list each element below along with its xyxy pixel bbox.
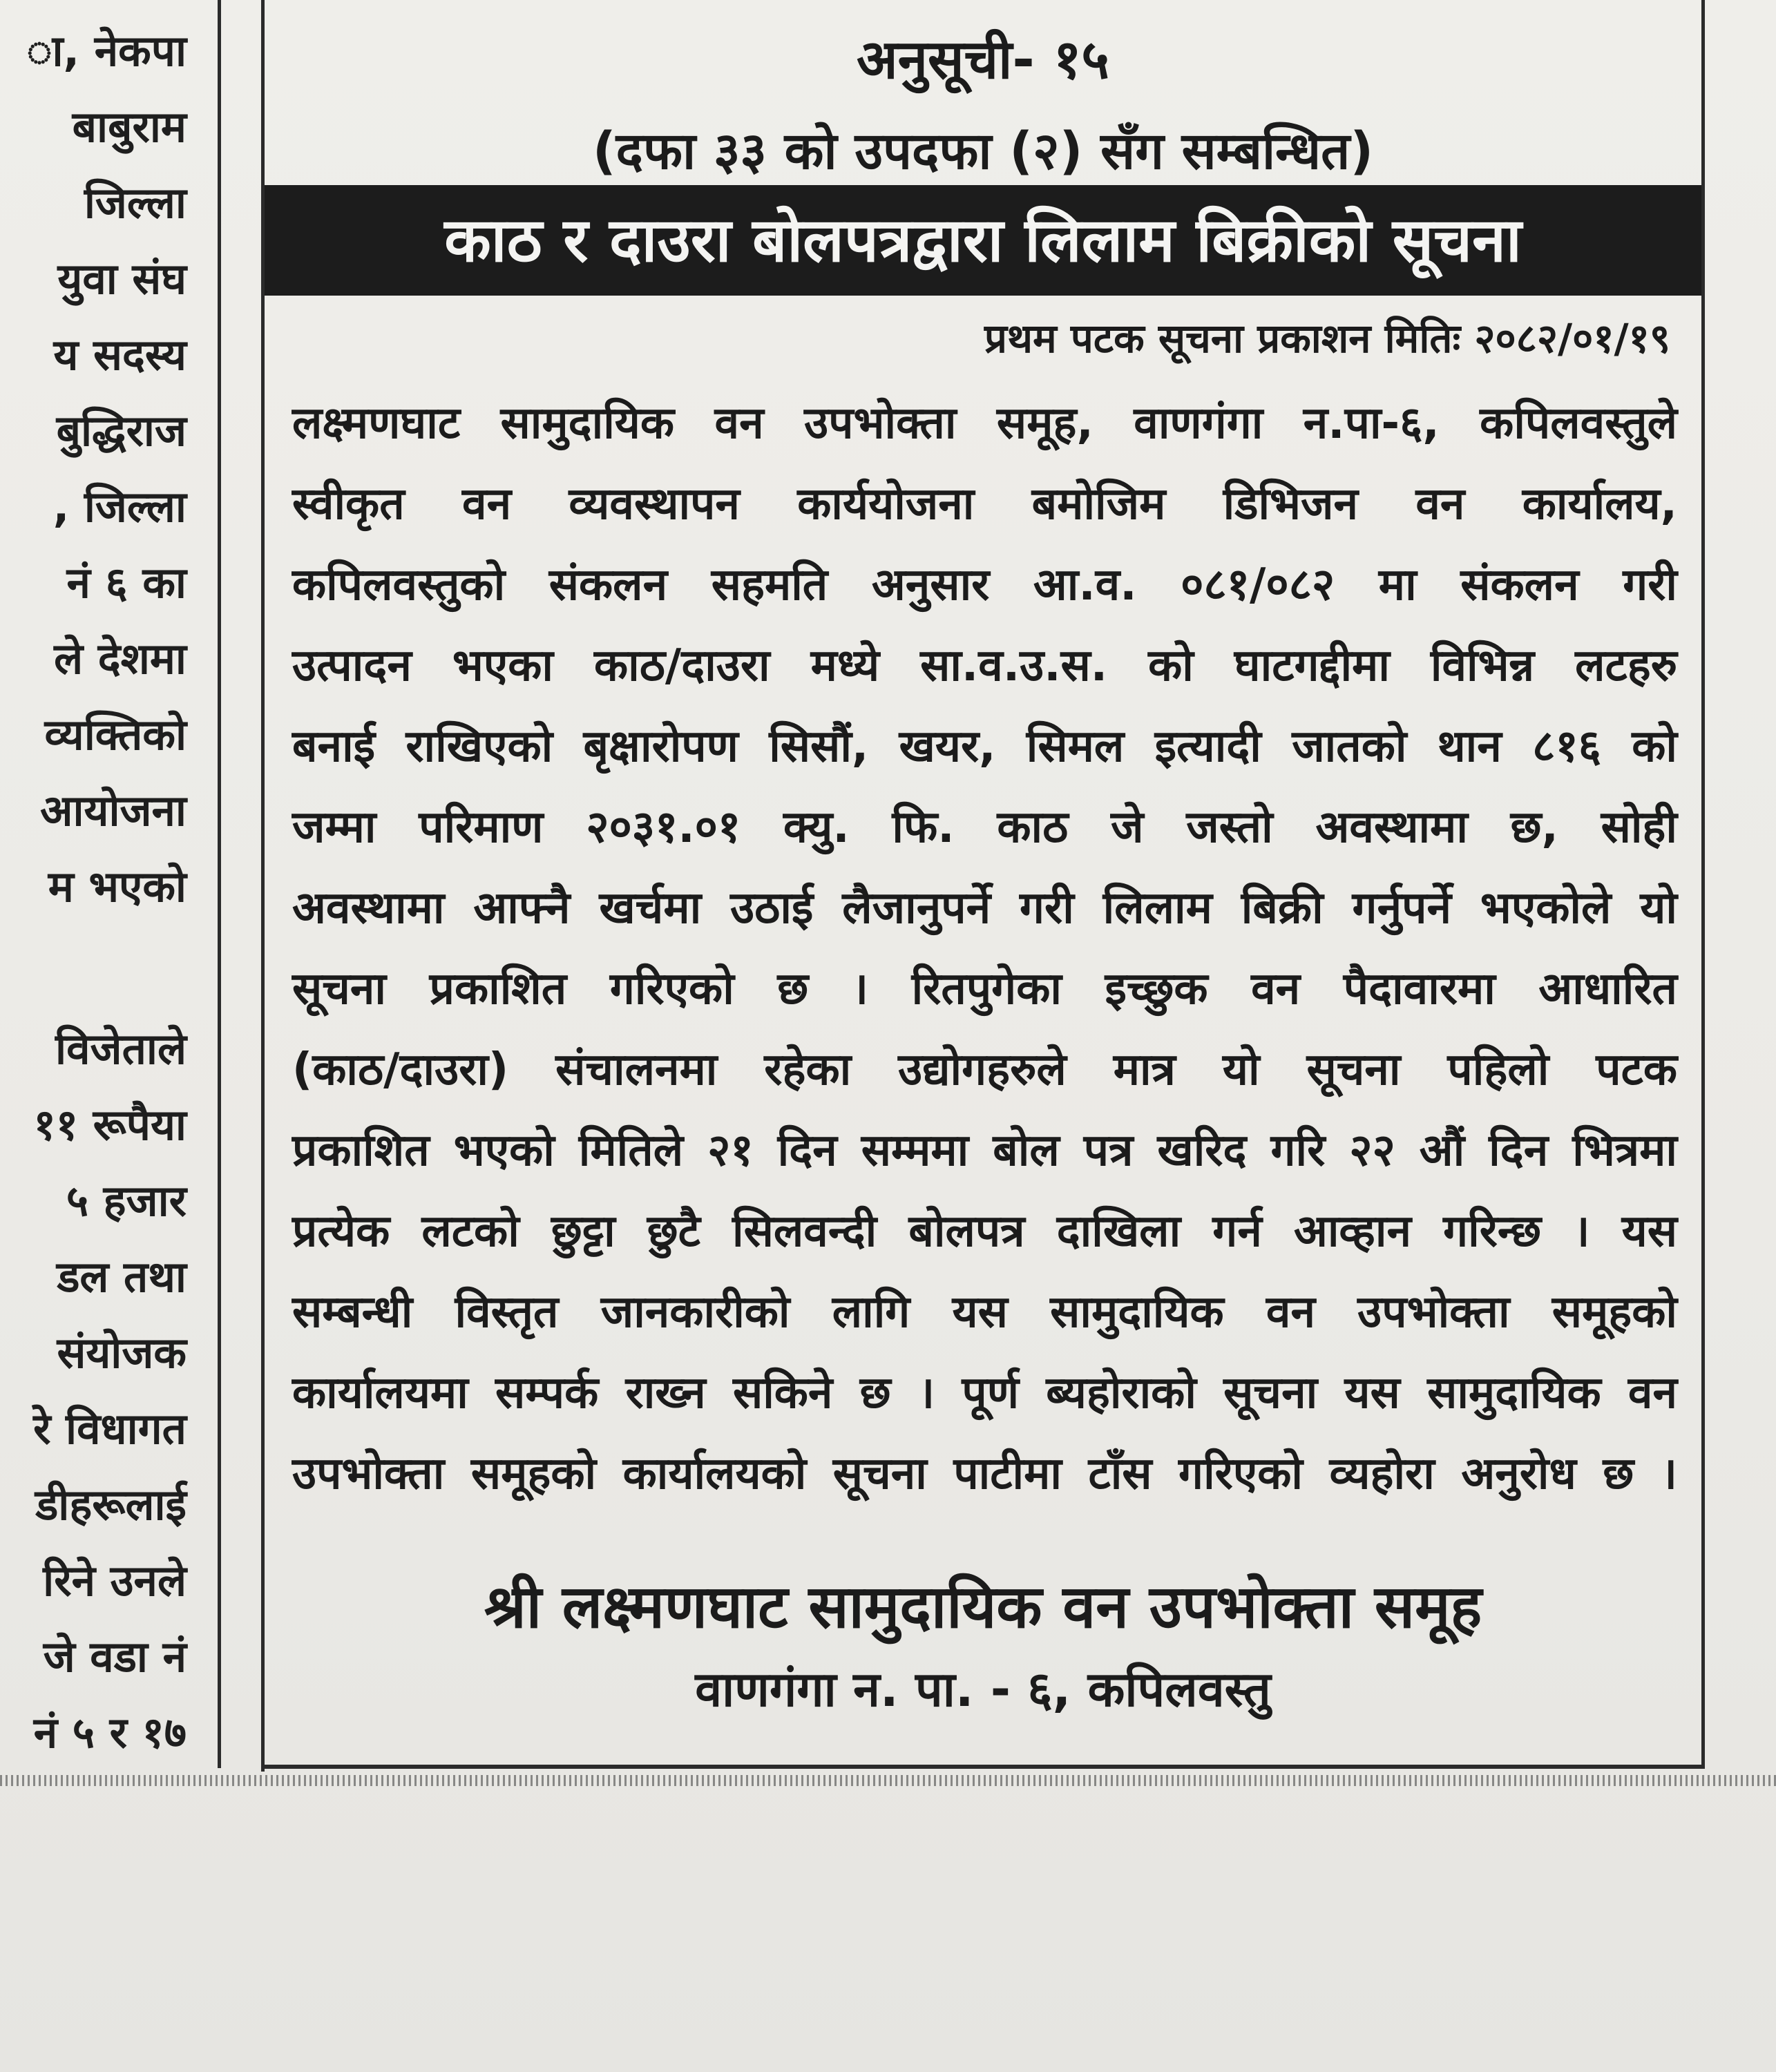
body-line: सूचना प्रकाशित गरिएको छ । रितपुगेका इच्छुक वन पैदावारमा आधारित [292, 963, 1677, 1015]
adjacent-column-fragment [0, 14, 207, 1768]
fragment-line: नं ५ र १७ [33, 1707, 187, 1758]
fragment-line: य सदस्य [53, 329, 187, 380]
legal-reference: (दफा ३३ को उपदफा (२) सँग सम्बन्धित) [592, 122, 1374, 181]
notice-title: काठ र दाउरा बोलपत्रद्वारा लिलाम बिक्रीको सूचना [265, 185, 1701, 296]
fragment-line: ले देशमा [54, 633, 187, 684]
body-line: सम्बन्धी विस्तृत जानकारीको लागि यस सामुदायिक वन उपभोक्ता समूहको [292, 1287, 1677, 1338]
fragment-line: डीहरूलाई [35, 1479, 187, 1530]
notice-body [292, 383, 1677, 1515]
body-line: प्रत्येक लटको छुट्टा छुटै सिलवन्दी बोलपत्र दाखिला गर्न आव्हान गरिन्छ । यस [292, 1206, 1677, 1257]
fragment-line: रे विधागत [33, 1403, 187, 1454]
body-line: स्वीकृत वन व्यवस्थापन कार्ययोजना बमोजिम डिभिजन वन कार्यालय, [292, 479, 1677, 530]
fragment-line: म भएको [48, 861, 187, 912]
fragment-line: युवा संघ [57, 253, 187, 304]
body-line: प्रकाशित भएको मितिले २१ दिन सम्ममा बोल पत्र खरिद गरि २२ औं दिन भित्रमा [292, 1125, 1677, 1176]
body-line: उपभोक्ता समूहको कार्यालयको सूचना पाटीमा टाँस गरिएको व्यहोरा अनुरोध छ । [292, 1448, 1677, 1499]
column-divider [218, 0, 221, 1768]
fragment-line: बुद्धिराज [56, 405, 187, 456]
publication-date: प्रथम पटक सूचना प्रकाशन मितिः २०८२/०१/१९ [984, 315, 1670, 362]
fragment-line: ५ हजार [66, 1176, 187, 1226]
organization-name: श्री लक्ष्मणघाट सामुदायिक वन उपभोक्ता समूह [484, 1573, 1482, 1642]
organization-address: वाणगंगा न. पा. - ६, कपिलवस्तु [695, 1661, 1271, 1718]
fragment-line: रिने उनले [43, 1555, 187, 1606]
fragment-line: डल तथा [57, 1251, 187, 1302]
schedule-heading: अनुसूची- १५ [857, 29, 1109, 91]
body-line: जम्मा परिमाण २०३१.०१ क्यु. फि. काठ जे जस्तो अवस्थामा छ, सोही [292, 802, 1677, 853]
body-line: उत्पादन भएका काठ/दाउरा मध्ये सा.व.उ.स. को घाटगद्दीमा विभिन्न लटहरु [292, 640, 1677, 691]
fragment-line: ा, नेकपा [26, 26, 187, 76]
body-line: अवस्थामा आफ्नै खर्चमा उठाई लैजानुपर्ने गरी लिलाम बिक्री गर्नुपर्ने भएकोले यो [292, 883, 1677, 934]
fragment-line: बाबुराम [72, 102, 187, 152]
fragment-line: व्यक्तिको [44, 709, 187, 760]
fragment-line: जे वडा नं [43, 1631, 187, 1682]
body-line: कपिलवस्तुको संकलन सहमति अनुसार आ.व. ०८१/०८२ मा संकलन गरी [292, 559, 1677, 611]
fragment-line: जिल्ला [84, 178, 187, 228]
fragment-line: संयोजक [57, 1327, 187, 1378]
body-line: (काठ/दाउरा) संचालनमा रहेका उद्योगहरुले मात्र यो सूचना पहिलो पटक [292, 1044, 1677, 1095]
fragment-line: नं ६ का [66, 557, 187, 608]
fragment-line: विजेताले [55, 1024, 187, 1074]
fragment-line: , जिल्ला [52, 481, 187, 532]
fragment-line: ११ रूपैया [33, 1100, 187, 1150]
body-line: लक्ष्मणघाट सामुदायिक वन उपभोक्ता समूह, वाणगंगा न.पा-६, कपिलवस्तुले [292, 398, 1677, 449]
body-line: बनाई राखिएको बृक्षारोपण सिसौं, खयर, सिमल इत्यादी जातको थान ८१६ को [292, 721, 1677, 772]
body-line: कार्यालयमा सम्पर्क राख्न सकिने छ । पूर्ण ब्यहोराको सूचना यस सामुदायिक वन [292, 1368, 1677, 1419]
page-bottom-rule [0, 1775, 1776, 1786]
auction-notice [265, 0, 1705, 1769]
fragment-line: आयोजना [40, 785, 187, 836]
